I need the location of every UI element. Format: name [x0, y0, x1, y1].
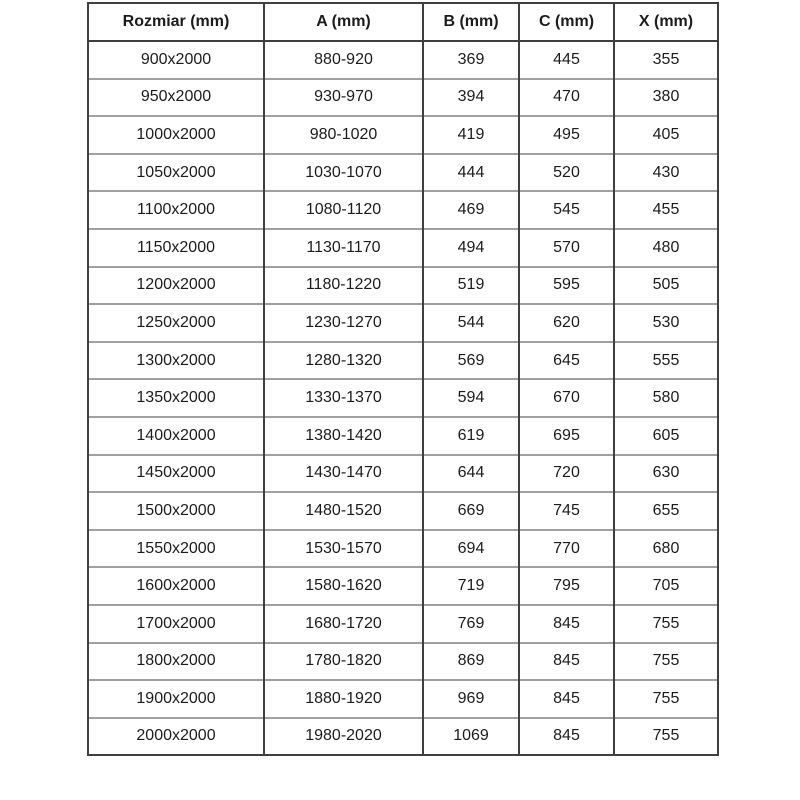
table-cell: 430 — [614, 154, 718, 192]
table-row — [88, 605, 718, 643]
table-cell: 1400x2000 — [88, 417, 264, 455]
table-cell: 595 — [519, 267, 614, 305]
table-cell: 505 — [614, 267, 718, 305]
table-cell: 1080-1120 — [264, 191, 423, 229]
table-cell: 419 — [423, 116, 519, 154]
column-header: B (mm) — [423, 3, 519, 41]
table-row — [88, 342, 718, 380]
table-cell: 755 — [614, 643, 718, 681]
table-cell: 845 — [519, 680, 614, 718]
size-table-container — [87, 2, 719, 756]
table-cell: 519 — [423, 267, 519, 305]
header-row — [88, 3, 718, 41]
table-cell: 644 — [423, 455, 519, 493]
table-cell: 394 — [423, 79, 519, 117]
table-cell: 2000x2000 — [88, 718, 264, 756]
column-header: A (mm) — [264, 3, 423, 41]
table-header — [88, 3, 718, 41]
table-cell: 1069 — [423, 718, 519, 756]
table-cell: 444 — [423, 154, 519, 192]
table-cell: 795 — [519, 567, 614, 605]
table-cell: 544 — [423, 304, 519, 342]
table-cell: 1680-1720 — [264, 605, 423, 643]
table-cell: 1330-1370 — [264, 379, 423, 417]
table-row — [88, 304, 718, 342]
table-cell: 545 — [519, 191, 614, 229]
table-cell: 1700x2000 — [88, 605, 264, 643]
table-cell: 930-970 — [264, 79, 423, 117]
table-row — [88, 116, 718, 154]
table-cell: 1280-1320 — [264, 342, 423, 380]
table-cell: 950x2000 — [88, 79, 264, 117]
size-table — [87, 2, 719, 756]
table-cell: 1780-1820 — [264, 643, 423, 681]
table-cell: 845 — [519, 718, 614, 756]
table-body — [88, 41, 718, 755]
table-cell: 694 — [423, 530, 519, 568]
table-row — [88, 267, 718, 305]
table-cell: 470 — [519, 79, 614, 117]
table-cell: 1980-2020 — [264, 718, 423, 756]
table-cell: 1500x2000 — [88, 492, 264, 530]
table-cell: 594 — [423, 379, 519, 417]
table-cell: 1300x2000 — [88, 342, 264, 380]
table-cell: 769 — [423, 605, 519, 643]
table-cell: 669 — [423, 492, 519, 530]
table-cell: 569 — [423, 342, 519, 380]
table-cell: 445 — [519, 41, 614, 79]
table-row — [88, 530, 718, 568]
table-row — [88, 718, 718, 756]
table-cell: 495 — [519, 116, 614, 154]
table-cell: 1600x2000 — [88, 567, 264, 605]
table-row — [88, 154, 718, 192]
table-cell: 620 — [519, 304, 614, 342]
table-cell: 869 — [423, 643, 519, 681]
table-cell: 655 — [614, 492, 718, 530]
column-header: C (mm) — [519, 3, 614, 41]
table-cell: 900x2000 — [88, 41, 264, 79]
table-cell: 1530-1570 — [264, 530, 423, 568]
table-cell: 580 — [614, 379, 718, 417]
table-cell: 1450x2000 — [88, 455, 264, 493]
table-cell: 1800x2000 — [88, 643, 264, 681]
table-row — [88, 455, 718, 493]
table-cell: 1380-1420 — [264, 417, 423, 455]
table-cell: 469 — [423, 191, 519, 229]
table-cell: 619 — [423, 417, 519, 455]
table-cell: 695 — [519, 417, 614, 455]
table-cell: 1580-1620 — [264, 567, 423, 605]
table-cell: 1030-1070 — [264, 154, 423, 192]
table-cell: 630 — [614, 455, 718, 493]
table-cell: 355 — [614, 41, 718, 79]
table-cell: 555 — [614, 342, 718, 380]
table-row — [88, 567, 718, 605]
table-cell: 980-1020 — [264, 116, 423, 154]
table-row — [88, 229, 718, 267]
table-cell: 845 — [519, 605, 614, 643]
table-cell: 755 — [614, 605, 718, 643]
table-cell: 969 — [423, 680, 519, 718]
table-cell: 770 — [519, 530, 614, 568]
table-cell: 880-920 — [264, 41, 423, 79]
table-row — [88, 680, 718, 718]
table-cell: 405 — [614, 116, 718, 154]
table-cell: 480 — [614, 229, 718, 267]
table-cell: 1130-1170 — [264, 229, 423, 267]
table-cell: 845 — [519, 643, 614, 681]
table-cell: 670 — [519, 379, 614, 417]
table-cell: 1900x2000 — [88, 680, 264, 718]
table-cell: 369 — [423, 41, 519, 79]
table-cell: 1250x2000 — [88, 304, 264, 342]
table-cell: 605 — [614, 417, 718, 455]
table-cell: 680 — [614, 530, 718, 568]
table-cell: 1200x2000 — [88, 267, 264, 305]
table-cell: 1480-1520 — [264, 492, 423, 530]
table-cell: 455 — [614, 191, 718, 229]
table-cell: 645 — [519, 342, 614, 380]
table-cell: 1050x2000 — [88, 154, 264, 192]
table-cell: 1880-1920 — [264, 680, 423, 718]
column-header: Rozmiar (mm) — [88, 3, 264, 41]
table-row — [88, 417, 718, 455]
table-cell: 570 — [519, 229, 614, 267]
table-cell: 705 — [614, 567, 718, 605]
table-cell: 1430-1470 — [264, 455, 423, 493]
table-cell: 1000x2000 — [88, 116, 264, 154]
table-row — [88, 379, 718, 417]
table-cell: 1550x2000 — [88, 530, 264, 568]
table-cell: 720 — [519, 455, 614, 493]
table-cell: 494 — [423, 229, 519, 267]
table-cell: 1230-1270 — [264, 304, 423, 342]
table-row — [88, 643, 718, 681]
table-row — [88, 41, 718, 79]
column-header: X (mm) — [614, 3, 718, 41]
table-cell: 380 — [614, 79, 718, 117]
table-row — [88, 191, 718, 229]
table-cell: 530 — [614, 304, 718, 342]
table-cell: 1350x2000 — [88, 379, 264, 417]
table-cell: 1150x2000 — [88, 229, 264, 267]
table-row — [88, 79, 718, 117]
table-cell: 1180-1220 — [264, 267, 423, 305]
table-cell: 1100x2000 — [88, 191, 264, 229]
table-cell: 755 — [614, 718, 718, 756]
table-row — [88, 492, 718, 530]
table-cell: 755 — [614, 680, 718, 718]
table-cell: 520 — [519, 154, 614, 192]
table-cell: 745 — [519, 492, 614, 530]
table-cell: 719 — [423, 567, 519, 605]
